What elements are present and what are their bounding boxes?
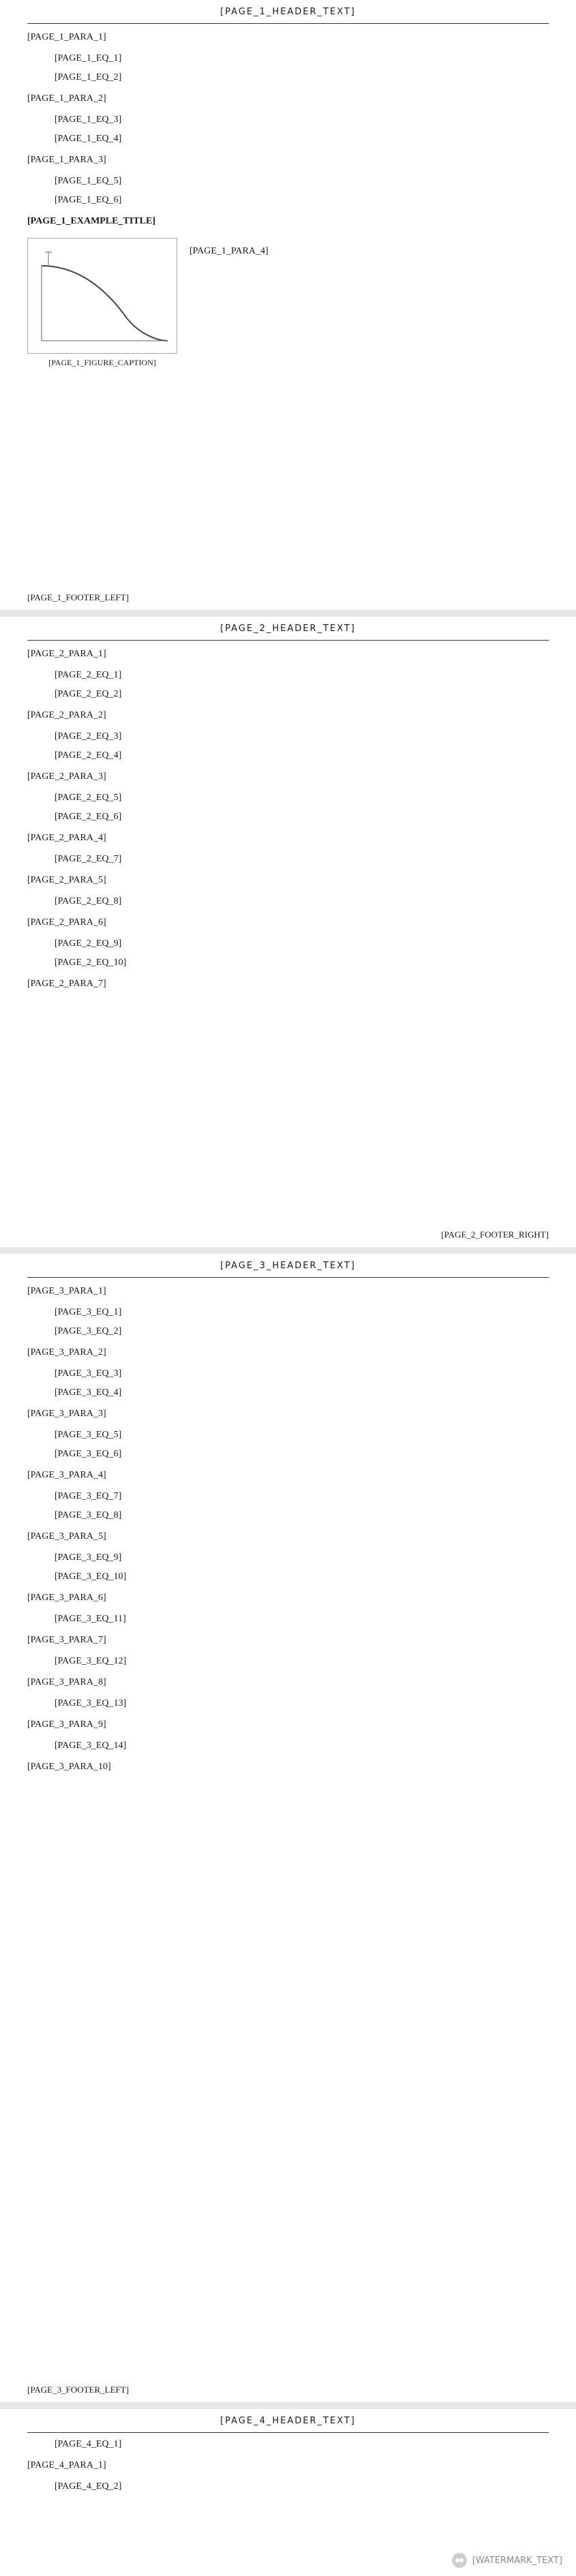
paragraph: [PAGE_3_PARA_7]: [27, 1635, 106, 1645]
figure-image: [27, 238, 177, 354]
paragraph: [PAGE_3_PARA_6]: [27, 1593, 106, 1603]
paragraph: [PAGE_2_PARA_2]: [27, 710, 106, 720]
document-page-3: [0, 1254, 576, 2402]
equation: [PAGE_1_EQ_3]: [55, 114, 122, 125]
paragraph: [PAGE_2_PARA_6]: [27, 917, 106, 927]
equation: [PAGE_2_EQ_7]: [55, 854, 122, 864]
equation: [PAGE_3_EQ_1]: [55, 1307, 122, 1317]
document-page-4: [0, 2409, 576, 2576]
equation: [PAGE_3_EQ_2]: [55, 1326, 122, 1336]
equation: [PAGE_3_EQ_12]: [55, 1656, 127, 1666]
equation: [PAGE_2_EQ_3]: [55, 731, 122, 741]
document-page-2: [0, 617, 576, 1247]
page-header: [27, 617, 549, 641]
equation: [PAGE_1_EQ_1]: [55, 53, 122, 63]
example-title: [PAGE_1_EXAMPLE_TITLE]: [27, 216, 155, 226]
paragraph: [PAGE_2_PARA_3]: [27, 771, 106, 782]
page-footer: [27, 592, 549, 603]
paragraph: [PAGE_3_PARA_4]: [27, 1470, 106, 1480]
equation: [PAGE_1_EQ_5]: [55, 176, 122, 186]
equation: [PAGE_4_EQ_2]: [55, 2481, 122, 2491]
paragraph: [PAGE_3_PARA_9]: [27, 1719, 106, 1730]
equation: [PAGE_1_EQ_6]: [55, 195, 122, 205]
paragraph: [PAGE_2_PARA_4]: [27, 833, 106, 843]
paragraph: [PAGE_2_PARA_7]: [27, 979, 106, 989]
equation: [PAGE_1_EQ_2]: [55, 72, 122, 82]
equation: [PAGE_2_EQ_9]: [55, 938, 122, 949]
figure-caption: [PAGE_1_FIGURE_CAPTION]: [48, 358, 156, 367]
equation: [PAGE_3_EQ_8]: [55, 1510, 122, 1520]
page-separator: [0, 1247, 576, 1254]
page-separator: [0, 2402, 576, 2409]
paragraph: [PAGE_4_PARA_1]: [27, 2460, 106, 2470]
equation: [PAGE_2_EQ_1]: [55, 670, 122, 680]
equation: [PAGE_3_EQ_10]: [55, 1571, 127, 1582]
example-figure-row: [27, 238, 549, 368]
page-header-text: [PAGE_2_HEADER_TEXT]: [220, 623, 356, 634]
equation: [PAGE_2_EQ_5]: [55, 793, 122, 803]
equation: [PAGE_3_EQ_7]: [55, 1491, 122, 1501]
page-header: [27, 2409, 549, 2433]
equation: [PAGE_4_EQ_1]: [55, 2439, 122, 2449]
paragraph: [PAGE_3_PARA_8]: [27, 1677, 106, 1687]
page-separator: [0, 610, 576, 617]
paragraph: [PAGE_1_PARA_4]: [190, 246, 269, 256]
equation: [PAGE_2_EQ_6]: [55, 812, 122, 822]
page-footer: [27, 2385, 549, 2395]
example-text: [190, 238, 549, 368]
page-footer: [27, 1229, 549, 1240]
paragraph: [PAGE_1_PARA_3]: [27, 155, 106, 165]
page-header-text: [PAGE_1_HEADER_TEXT]: [220, 6, 356, 17]
page-header: [27, 1254, 549, 1278]
wechat-watermark: [452, 2553, 562, 2568]
wechat-icon: [452, 2553, 467, 2568]
page-header: [27, 0, 549, 24]
equation: [PAGE_3_EQ_11]: [55, 1614, 126, 1624]
equation: [PAGE_3_EQ_6]: [55, 1449, 122, 1459]
paragraph: [PAGE_1_PARA_2]: [27, 93, 106, 104]
spillway-figure-icon: [28, 239, 178, 354]
footer-left: [PAGE_1_FOOTER_LEFT]: [27, 592, 130, 602]
equation: [PAGE_3_EQ_13]: [55, 1698, 127, 1708]
equation: [PAGE_3_EQ_14]: [55, 1741, 127, 1751]
paragraph: [PAGE_3_PARA_5]: [27, 1531, 106, 1542]
equation: [PAGE_3_EQ_5]: [55, 1430, 122, 1440]
equation: [PAGE_1_EQ_4]: [55, 134, 122, 144]
equation: [PAGE_3_EQ_9]: [55, 1552, 122, 1563]
paragraph: [PAGE_3_PARA_1]: [27, 1286, 106, 1296]
footer-left: [PAGE_3_FOOTER_LEFT]: [27, 2385, 130, 2395]
page-header-text: [PAGE_3_HEADER_TEXT]: [220, 1260, 356, 1271]
page-header-text: [PAGE_4_HEADER_TEXT]: [220, 2415, 356, 2426]
watermark-text: [WATERMARK_TEXT]: [472, 2555, 562, 2566]
equation: [PAGE_3_EQ_4]: [55, 1387, 122, 1398]
equation: [PAGE_3_EQ_3]: [55, 1368, 122, 1379]
paragraph: [PAGE_1_PARA_1]: [27, 32, 106, 42]
equation: [PAGE_2_EQ_4]: [55, 750, 122, 761]
equation: [PAGE_2_EQ_8]: [55, 896, 122, 906]
equation: [PAGE_2_EQ_10]: [55, 957, 127, 968]
paragraph: [PAGE_3_PARA_10]: [27, 1762, 111, 1772]
paragraph: [PAGE_3_PARA_2]: [27, 1347, 106, 1358]
footer-right: [PAGE_2_FOOTER_RIGHT]: [441, 1229, 549, 1240]
paragraph: [PAGE_2_PARA_1]: [27, 649, 106, 659]
example-figure: [27, 238, 177, 368]
equation: [PAGE_2_EQ_2]: [55, 689, 122, 699]
document-page-1: [0, 0, 576, 610]
paragraph: [PAGE_2_PARA_5]: [27, 875, 106, 885]
paragraph: [PAGE_3_PARA_3]: [27, 1409, 106, 1419]
